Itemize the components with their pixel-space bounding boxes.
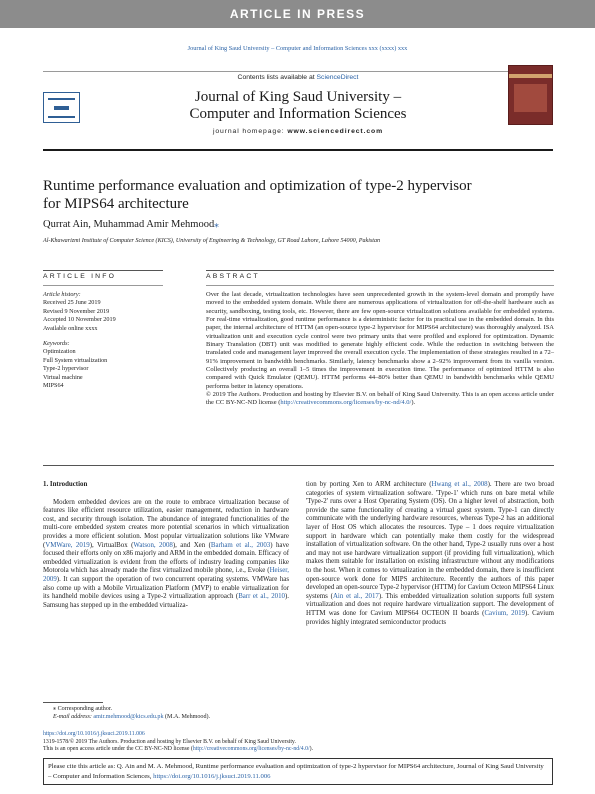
abstract-bottom-rule	[43, 465, 554, 466]
history-label: Article history:	[43, 291, 81, 298]
cite-text: Please cite this article as: Q. Ain and M. A. Mehmood, Runtime performance evaluation and optimization of type-2 hypervisor for MIPS64 architecture, Journal of King Saud University – Computer and Information Sciences,	[48, 763, 544, 780]
publisher-logo-icon	[43, 92, 80, 123]
corresponding-author-note: ⁎ Corresponding author.	[53, 706, 113, 712]
abstract-subrule	[206, 285, 554, 286]
copyright-text: © 2019 The Authors. Production and hosting by Elsevier B.V. on behalf of King Saud University. This is an open access article under the CC BY-NC-ND license (	[206, 391, 554, 407]
keyword-item: MIPS64	[43, 382, 64, 390]
history-item: Revised 9 November 2019	[43, 307, 110, 315]
keyword-item: Optimization	[43, 348, 76, 356]
journal-cover-image	[508, 65, 553, 125]
article-title	[43, 177, 553, 213]
doi-link[interactable]: https://doi.org/10.1016/j.jksuci.2019.11.006	[43, 731, 145, 737]
article-info-rule	[43, 270, 163, 271]
journal-title-line1: Journal of King Saud University –	[194, 89, 402, 105]
citation-link[interactable]: Barr et al., 2010	[238, 593, 285, 601]
journal-masthead	[43, 63, 553, 157]
homepage-link[interactable]: www.sciencedirect.com	[287, 128, 384, 135]
license-link[interactable]: http://creativecommons.org/licenses/by-nc-nd/4.0/	[192, 746, 310, 752]
journal-title	[103, 89, 493, 123]
author-list	[43, 219, 553, 230]
masthead-top-rule	[43, 71, 553, 72]
history-item: Accepted 10 November 2019	[43, 316, 116, 324]
keyword-item: Full System virtualization	[43, 356, 108, 364]
intro-paragraph-continued: tion by porting Xen to ARM architecture (Hwang et al., 2008). There are two broad categories of system virtualization software. 'Type-1' which runs on bare metal while 'Type-2' runs over a Host Operating System (OS). On a higher level of abstraction, both provide the same functionality of creating a virtual guest system. Type-1 can directly communicate with the underlying hardware resources, whereas Type-2 has an additional layer of Host OS which allocates the resources. Type – 1 does require virtualization support in hardware which can potentially make them costly for the widespread installation of virtualization software. On the other hand, Type-2 usually runs over a host and may not use hardware virtualization support (if providing full virtualization), which makes them suitable for installation on existing infrastructure without any modifications to the host. When it comes to virtualization in the embedded domain, there is insufficient open-source work done for MIPS architecture. Recently the authors of this paper developed an open-source Type-2 hypervisor (HTTM) for Cavium Octeon MIPS64 Linux systems (Ain et al., 2017). This embedded virtualization solution supports full system virtualization and does not require hardware virtualization support. The development of HTTM was done for Cavium MIPS64 OCTEON II boards (Cavium, 2019). Cavium provides highly integrated semiconductor products	[306, 481, 555, 626]
citation-link[interactable]: Ain et al., 2017	[332, 592, 379, 600]
authors-names: Qurrat Ain, Muhammad Amir Mehmood	[43, 219, 215, 230]
article-info-block	[43, 291, 163, 390]
citation-link[interactable]: Hwang et al., 2008	[431, 481, 488, 488]
journal-title-line2: Computer and Information Sciences	[189, 106, 407, 122]
open-access-line: This is an open access article under the CC BY-NC-ND license (http://creativecommons.org/licenses/by-nc-nd/4.0/).	[43, 746, 314, 752]
history-item: Received 25 June 2019	[43, 299, 101, 307]
article-title-line1: Runtime performance evaluation and optimization of type-2 hypervisor	[43, 178, 472, 194]
abstract-copyright	[206, 391, 554, 408]
citation-link[interactable]: VMWare, 2019	[45, 541, 90, 549]
keywords-label: Keywords:	[43, 340, 70, 348]
author-affiliation: Al-Khawarizmi Institute of Computer Science (KICS), University of Engineering & Technology, GT Road Lahore, Lahore 54000, Pakistan	[43, 238, 381, 244]
keyword-item: Type-2 hypervisor	[43, 365, 89, 373]
contents-prefix: Contents lists available at	[237, 74, 317, 81]
introduction-heading: 1. Introduction	[43, 481, 88, 488]
article-in-press-banner: ARTICLE IN PRESS	[0, 0, 595, 28]
email-suffix: (M.A. Mehmood).	[163, 714, 211, 721]
history-item: Available online xxxx	[43, 324, 98, 332]
article-title-line2: for MIPS64 architecture	[43, 196, 189, 212]
citation-link[interactable]: Watson, 2008	[133, 541, 173, 549]
body-column-right	[306, 481, 554, 627]
citation-link[interactable]: Heiser, 2009	[43, 567, 289, 583]
corresponding-author-mark[interactable]: ⁎	[214, 219, 219, 229]
journal-reference-header[interactable]: Journal of King Saud University – Computer and Information Sciences xxx (xxxx) xxx	[187, 45, 408, 52]
doi-block	[43, 731, 553, 754]
homepage-prefix: journal homepage:	[212, 128, 288, 135]
abstract-paragraph: Over the last decade, virtualization technologies have seen unprecedented growth in the system-level domain and promptly have moved to the embedded system domain. While there are numerous applications of virtualization for off-the-shelf hardware such as security, sandboxing, testing tools, etc. However, there are few open-source virtualization solutions available for embedded systems. For real-time virtualization, good runtime performance is a deterministic factor for its practical use in the embedded domain. In this paper, the internal architecture of HTTM (an open-source type-2 hypervisor for MIPS64 architecture) was thoroughly analyzed. ISA virtualization unit and execution cycle control were two primary units that were profiled and explored for optimization. Dynamic Binary Translation (DBT) unit was modified to generate highly efficient code. While the reduction in switching between the translated code and management layer improved the overall execution cycle. The implementation of these strategies resulted in a 72–91% improvement in bandwidth benchmarks. Similarly, latency benchmarks show a 2–92% improvement from its vanilla version. Collectively producing an overall 1–5 times the improvement in execution time. The performance of optimized HTTM is also compared with Quick Emulator (QEMU). HTTM performs 44–80% better than QEMU in bandwidth benchmarks while QEMU performs better in latency operations.	[206, 291, 554, 390]
abstract-heading: ABSTRACT	[206, 273, 260, 280]
keyword-item: Virtual machine	[43, 373, 83, 381]
copyright-end: ).	[411, 399, 416, 407]
journal-homepage	[103, 128, 493, 135]
masthead-bottom-rule	[43, 149, 553, 151]
footnote-rule	[43, 702, 103, 703]
email-label: E-mail address:	[53, 714, 94, 721]
article-info-subrule	[43, 285, 163, 286]
footnote	[43, 705, 343, 721]
cite-doi-link[interactable]: https://doi.org/10.1016/j.jksuci.2019.11.006	[153, 772, 271, 780]
contents-available-line	[43, 74, 553, 81]
article-info-heading: ARTICLE INFO	[43, 273, 117, 280]
license-link[interactable]: http://creativecommons.org/licenses/by-nc-nd/4.0/	[280, 399, 412, 407]
citation-link[interactable]: Cavium, 2019	[484, 609, 525, 617]
intro-paragraph: Modern embedded devices are on the route to embrace virtualization because of features like efficient resource utilization, easier management, reduction in hardware cost, and security through isolation. The abundance of integrated functionalities of the multi-core embedded system creates more potential scenarios in which virtualization provides a more efficient solution. Most popular virtualization solutions like VMware (VMWare, 2019), VirtualBox (Watson, 2008), and Xen (Barham et al., 2003) have focused their efforts only on x86 majorly and ARM in the embedded domain. Efficacy of embedded virtualization is evident from the efforts of industry leading companies like Motorola which has already made the first virtualized mobile phone, i.e., Evoke (Heiser, 2009). It can support the operation of two concurrent operating systems. VMWare has also come up with a Mobile Virtualization Platform (MVP) to enable virtualization for its handheld mobile devices using a Type-2 virtualization approach (Barr et al., 2010). Samsung has stepped up in the embedded virtualiza-	[43, 498, 290, 609]
abstract-rule	[206, 270, 554, 271]
issn-line: 1319-1578/© 2019 The Authors. Production and hosting by Elsevier B.V. on behalf of King Saud University.	[43, 738, 296, 745]
email-link[interactable]: amir.mehmood@kics.edu.pk	[93, 714, 164, 721]
sciencedirect-link[interactable]: ScienceDirect	[316, 74, 359, 81]
please-cite-box	[43, 758, 553, 785]
email-line	[43, 713, 343, 721]
abstract-body	[206, 291, 554, 408]
body-column-left	[43, 481, 289, 610]
citation-link[interactable]: Barham et al., 2003	[210, 541, 271, 549]
